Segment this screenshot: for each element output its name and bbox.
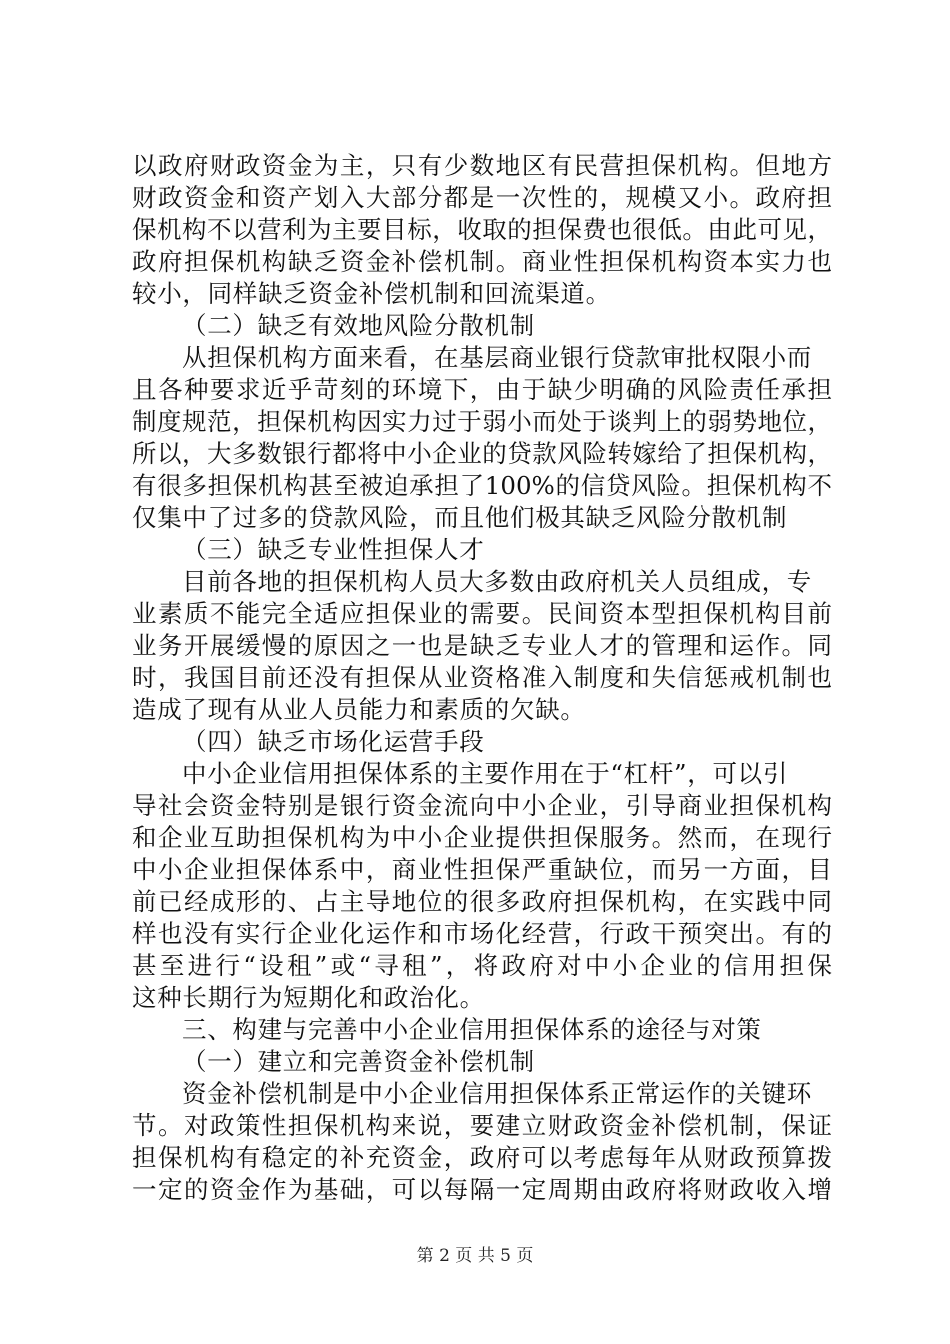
text-line: 中小企业担保体系中，商业性担保严重缺位，而另一方面，目: [132, 855, 832, 884]
document-body: [132, 150, 832, 1206]
paragraph-first-line: 资金补偿机制是中小企业信用担保体系正常运作的关键环: [182, 1079, 812, 1108]
text-line: 担保机构有稳定的补充资金，政府可以考虑每年从财政预算拨: [132, 1143, 832, 1172]
text-line: 前已经成形的、占主导地位的很多政府担保机构，在实践中同: [132, 887, 832, 916]
text-line: 政府担保机构缺乏资金补偿机制。商业性担保机构资本实力也: [132, 247, 832, 276]
text-line: 所以，大多数银行都将中小企业的贷款风险转嫁给了担保机构，: [132, 439, 832, 468]
page-number-footer: 第 2 页 共 5 页: [416, 1246, 534, 1266]
text-line: 以政府财政资金为主，只有少数地区有民营担保机构。但地方: [132, 151, 832, 180]
text-line: 制度规范，担保机构因实力过于弱小而处于谈判上的弱势地位，: [132, 407, 832, 436]
text-line: 一定的资金作为基础，可以每隔一定周期由政府将财政收入增: [132, 1175, 832, 1204]
text-line: 且各种要求近乎苛刻的环境下，由于缺少明确的风险责任承担: [132, 375, 832, 404]
text-line: 时，我国目前还没有担保从业资格准入制度和失信惩戒机制也: [132, 663, 832, 692]
section-heading: （一）建立和完善资金补偿机制: [182, 1047, 535, 1076]
text-line: 业务开展缓慢的原因之一也是缺乏专业人才的管理和运作。同: [132, 631, 832, 660]
text-line: 保机构不以营利为主要目标，收取的担保费也很低。由此可见，: [132, 215, 832, 244]
text-line: 甚至进行“设租”或“寻租”，将政府对中小企业的信用担保: [132, 951, 832, 980]
text-line: 造成了现有从业人员能力和素质的欠缺。: [132, 695, 586, 724]
text-line: 有很多担保机构甚至被迫承担了100%的信贷风险。担保机构不: [132, 471, 832, 500]
text-line: 这种长期行为短期化和政治化。: [132, 983, 485, 1012]
section-heading: （二）缺乏有效地风险分散机制: [182, 311, 535, 340]
text-line: 导社会资金特别是银行资金流向中小企业，引导商业担保机构: [132, 791, 832, 820]
section-heading: 三、构建与完善中小企业信用担保体系的途径与对策: [182, 1015, 762, 1044]
section-heading: （三）缺乏专业性担保人才: [182, 535, 485, 564]
text-line: 财政资金和资产划入大部分都是一次性的，规模又小。政府担: [132, 183, 832, 212]
text-line: 业素质不能完全适应担保业的需要。民间资本型担保机构目前: [132, 599, 832, 628]
paragraph-first-line: 中小企业信用担保体系的主要作用在于“杠杆”，可以引: [182, 759, 789, 788]
paragraph-first-line: 目前各地的担保机构人员大多数由政府机关人员组成，专: [182, 567, 812, 596]
section-heading: （四）缺乏市场化运营手段: [182, 727, 485, 756]
text-line: 节。对政策性担保机构来说，要建立财政资金补偿机制，保证: [132, 1111, 832, 1140]
text-line: 较小，同样缺乏资金补偿机制和回流渠道。: [132, 279, 611, 308]
text-line: 和企业互助担保机构为中小企业提供担保服务。然而，在现行: [132, 823, 832, 852]
text-line: 仅集中了过多的贷款风险，而且他们极其缺乏风险分散机制: [132, 503, 788, 532]
paragraph-first-line: 从担保机构方面来看，在基层商业银行贷款审批权限小而: [182, 343, 812, 372]
text-line: 样也没有实行企业化运作和市场化经营，行政干预突出。有的: [132, 919, 832, 948]
